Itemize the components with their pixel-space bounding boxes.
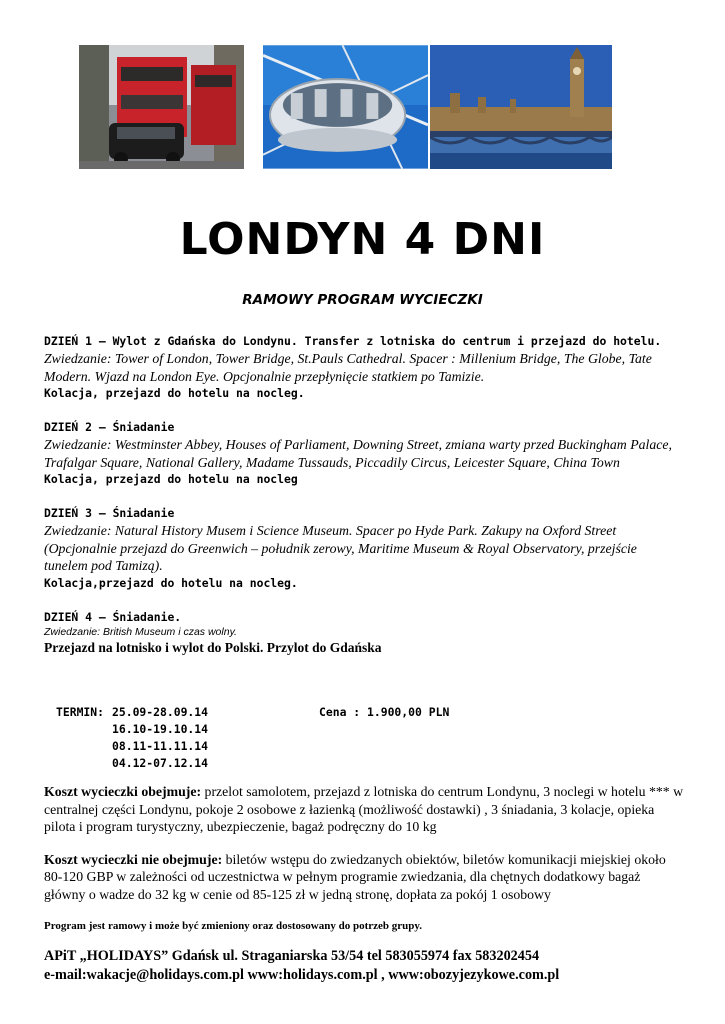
day-heading: DZIEŃ 3 – Śniadanie xyxy=(44,506,175,520)
excludes-paragraph xyxy=(44,851,684,904)
day-evening: Kolacja,przejazd do hotelu na nocleg. xyxy=(44,575,298,590)
excludes-text: biletów wstępu do zwiedzanych obiektów, biletów komunikacji miejskiej około 80-120 GBP w zależności od uczestnictwa w pełnym programie zwiedzania, dla chętnych dodatkowy bagaż główny o wadze do 32 kg w cenie od 85-125 zł w jedną stronę, dopłata za pokój 1 osobowy xyxy=(44,851,666,902)
day-evening: Kolacja, przejazd do hotelu na nocleg xyxy=(44,472,298,486)
parliament-photo xyxy=(430,45,612,169)
day-1 xyxy=(44,333,684,402)
includes-label: Koszt wycieczki obejmuje: xyxy=(44,784,202,799)
itinerary xyxy=(44,333,684,673)
term-date: 25.09-28.09.14 xyxy=(112,705,209,719)
term-date: 04.12-07.12.14 xyxy=(112,756,209,770)
day-sightseeing: Zwiedzanie: British Museum i czas wolny. xyxy=(44,625,237,638)
day-4 xyxy=(44,609,684,656)
day-sightseeing: Zwiedzanie: Westminster Abbey, Houses of Parliament, Downing Street, zmiana warty przed Buckingham Palace, Trafalgar Square, National Gallery, Madame Tussauds, Piccadily Circus, Leicester Square, China Town xyxy=(44,437,672,470)
price-label: Cena : 1.900,00 PLN xyxy=(319,705,450,719)
london-bus-photo xyxy=(79,45,244,169)
day-heading: DZIEŃ 4 – Śniadanie. xyxy=(44,609,182,624)
photo-strip xyxy=(79,45,612,169)
includes-text: przelot samolotem, przejazd z lotniska do centrum Londynu, 3 noclegi w hotelu *** w centralnej części Londynu, pokoje 2 osobowe z łazienką (możliwość dostawki) , 3 śniadania, 3 kolacje, opieka pilota i program turystyczny, ubezpieczenie, bagaż podręczny do 10 kg xyxy=(44,784,684,834)
footer-contact: e-mail:wakacje@holidays.com.pl www:holidays.com.pl , www:obozyjezykowe.com.pl xyxy=(44,967,560,983)
term-date: 16.10-19.10.14 xyxy=(112,722,209,736)
terms-table xyxy=(56,705,656,773)
term-date: 08.11-11.11.14 xyxy=(112,739,209,753)
program-note: Program jest ramowy i może być zmieniony oraz dostosowany do potrzeb grupy. xyxy=(44,920,423,932)
terms-row xyxy=(56,705,656,722)
terms-label: TERMIN: xyxy=(56,705,105,719)
contact-footer xyxy=(44,947,704,985)
day-heading: DZIEŃ 1 – Wylot z Gdańska do Londynu. Transfer z lotniska do centrum i przejazd do hotelu. xyxy=(44,334,662,348)
terms-row xyxy=(56,756,656,773)
day-evening: Przejazd na lotnisko i wylot do Polski. Przylot do Gdańska xyxy=(44,639,382,655)
cost-info xyxy=(44,783,684,936)
day-evening: Kolacja, przejazd do hotelu na nocleg. xyxy=(44,386,305,400)
day-3 xyxy=(44,505,684,592)
excludes-label: Koszt wycieczki nie obejmuje: xyxy=(44,851,223,867)
day-heading: DZIEŃ 2 – Śniadanie xyxy=(44,420,175,434)
terms-row xyxy=(56,722,656,739)
includes-paragraph xyxy=(44,783,684,836)
footer-address: APiT „HOLIDAYS” Gdańsk ul. Straganiarska 53/54 tel 583055974 fax 583202454 xyxy=(44,948,540,964)
day-sightseeing: Zwiedzanie: Natural History Musem i Science Museum. Spacer po Hyde Park. Zakupy na Oxford Street (Opcjonalnie przejazd do Greenwich – południk zerowy, Maritime Museum & Royal Observatory, przejście tunelem pod Tamizą). xyxy=(44,523,637,573)
terms-row xyxy=(56,739,656,756)
page-subtitle: RAMOWY PROGRAM WYCIECZKI xyxy=(242,292,483,308)
page-title: LONDYN 4 DNI xyxy=(179,214,546,265)
day-2 xyxy=(44,419,684,488)
london-eye-photo xyxy=(263,45,429,169)
day-sightseeing: Zwiedzanie: Tower of London, Tower Bridge, St.Pauls Cathedral. Spacer : Millenium Bridge, The Globe, Tate Modern. Wjazd na London Eye. Opcjonalnie przepłynięcie statkiem po Tamizie. xyxy=(44,351,652,384)
